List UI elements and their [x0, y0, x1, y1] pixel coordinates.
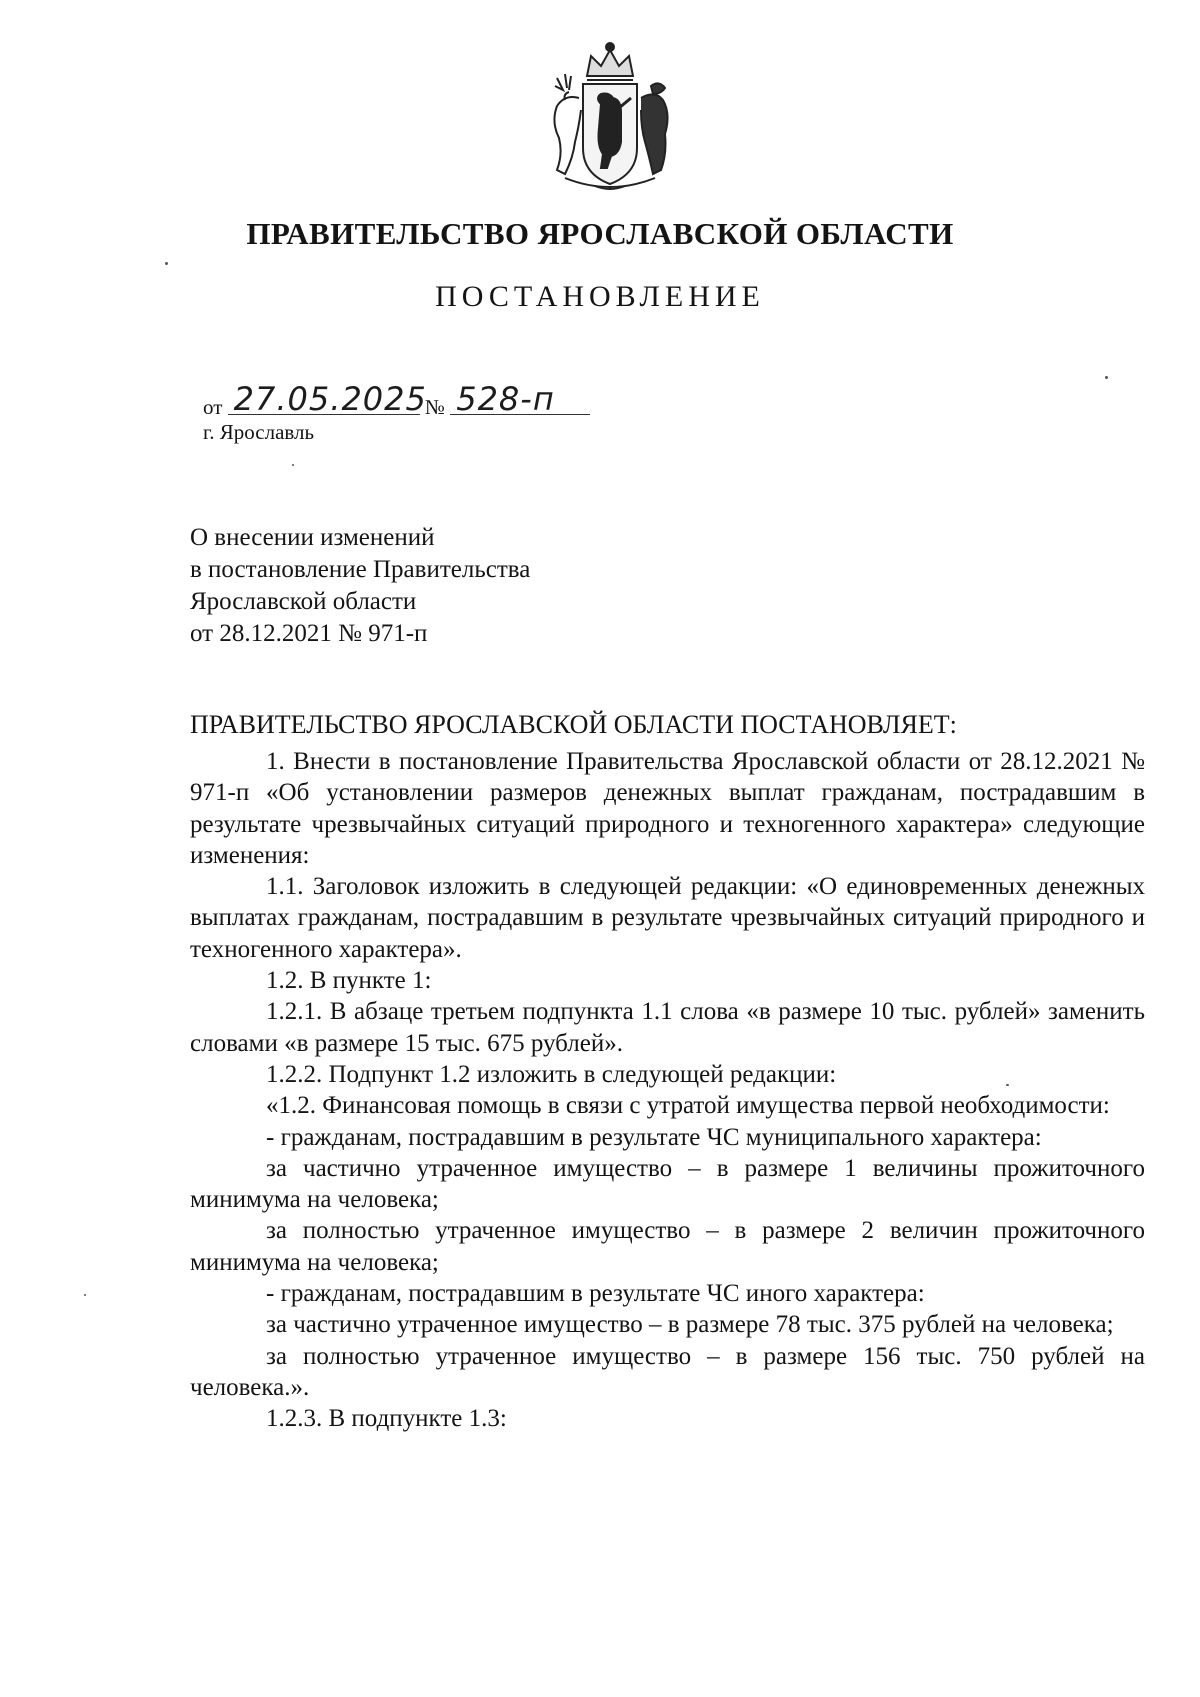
scan-speck	[165, 262, 168, 265]
registration-line	[203, 380, 590, 420]
subject-line: О внесении изменений	[190, 524, 435, 551]
paragraph: 1.1. Заголовок изложить в следующей редакции: «О единовременных денежных выплатах гражданам, пострадавшим в результате чрезвычайных ситуаций природного и техногенного характера».	[190, 873, 1145, 963]
paragraph: 1.2. В пункте 1:	[266, 967, 432, 995]
city: г. Ярославль	[203, 420, 315, 444]
paragraph: - гражданам, пострадавшим в результате ЧС иного характера:	[266, 1280, 925, 1308]
subject-line: в постановление Правительства	[190, 556, 531, 583]
handwritten-date: 27.05.2025	[228, 384, 420, 415]
document-subject	[190, 522, 530, 650]
paragraph: за частично утраченное имущество – в размере 1 величины прожиточного минимума на человека;	[190, 1154, 1145, 1214]
paragraph: 1.2.1. В абзаце третьем подпункта 1.1 слова «в размере 10 тыс. рублей» заменить словами «в размере 15 тыс. 675 рублей».	[190, 998, 1145, 1057]
paragraph: за полностью утраченное имущество – в размере 2 величин прожиточного минимума на человека;	[190, 1217, 1145, 1276]
document-body	[190, 746, 1145, 1435]
scan-speck	[292, 464, 294, 466]
subject-line: Ярославской области	[190, 588, 417, 615]
subject-line: от 28.12.2021 № 971-п	[190, 620, 428, 647]
handwritten-number: 528-п	[450, 384, 590, 415]
government-title: ПРАВИТЕЛЬСТВО ЯРОСЛАВСКОЙ ОБЛАСТИ	[246, 216, 954, 251]
paragraph: 1. Внести в постановление Правительства Ярославской области от 28.12.2021 № 971-п «Об установлении размеров денежных выплат гражданам, пострадавшим в результате чрезвычайных ситуаций природного и техногенного характера» следующие изменения:	[190, 748, 1145, 869]
coat-of-arms-icon	[535, 38, 685, 198]
scan-speck	[1105, 376, 1108, 379]
number-prefix: №	[424, 395, 445, 419]
resolves-heading: ПРАВИТЕЛЬСТВО ЯРОСЛАВСКОЙ ОБЛАСТИ ПОСТАНОВЛЯЕТ:	[190, 710, 957, 739]
paragraph: за частично утраченное имущество – в размере 78 тыс. 375 рублей на человека;	[266, 1311, 1114, 1339]
paragraph: 1.2.3. В подпункте 1.3:	[266, 1405, 507, 1433]
paragraph: за полностью утраченное имущество – в размере 156 тыс. 750 рублей на человека.».	[190, 1342, 1145, 1401]
paragraph: - гражданам, пострадавшим в результате ЧС муниципального характера:	[266, 1123, 1042, 1151]
scan-speck	[1006, 1084, 1009, 1086]
paragraph: 1.2.2. Подпункт 1.2 изложить в следующей редакции:	[266, 1060, 837, 1088]
date-prefix: от	[203, 395, 223, 419]
document-type: ПОСТАНОВЛЕНИЕ	[435, 280, 765, 313]
paragraph: «1.2. Финансовая помощь в связи с утратой имущества первой необходимости:	[266, 1092, 1110, 1120]
scan-speck	[84, 1294, 86, 1296]
